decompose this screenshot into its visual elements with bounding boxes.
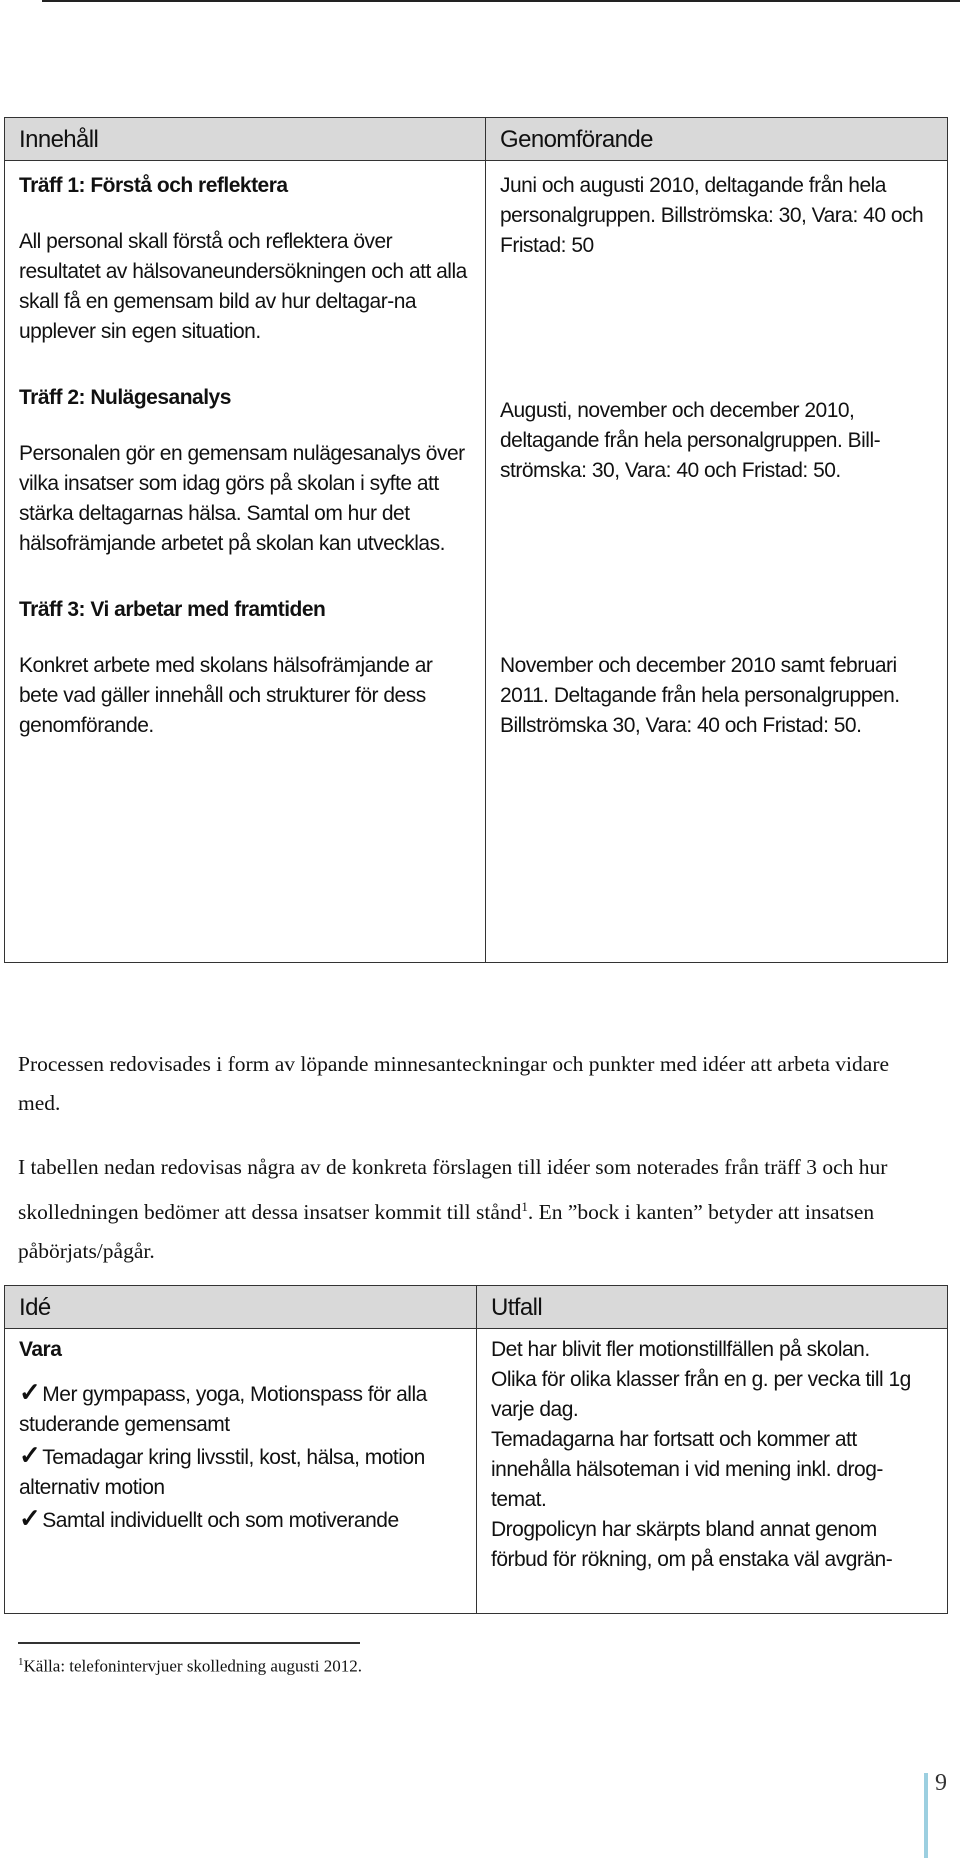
idea-item [19, 1377, 462, 1440]
meeting-1-title: Träff 1: Förstå och reflektera [19, 174, 288, 197]
page-number-accent-bar [924, 1773, 928, 1858]
meeting-3-block [19, 595, 471, 741]
meeting-1-content: All personal skall förstå och reflektera över resultatet av hälsovaneundersökningen och att alla skall få en gemensam bild av hur deltagar-na upplever sin egen situation. [19, 230, 467, 343]
footnote-reference: 1 [521, 1199, 528, 1214]
schedule-table-body-row [5, 161, 948, 963]
table-intro-text-end: . En ”bock i kanten” betyder att insatsen påbörjats/pågår. [18, 1200, 875, 1264]
checkmark-icon: ✓ [19, 1440, 41, 1470]
ideas-table-body-row [5, 1329, 948, 1614]
idea-item [19, 1440, 462, 1503]
meeting-1-implementation: Juni och augusti 2010, deltagande från hela personalgruppen. Billströmska: 30, Vara: 40 och Fristad: 50 [500, 174, 924, 257]
ideas-table [4, 1285, 948, 1614]
meeting-2-block [19, 383, 471, 559]
meeting-3-implementation: November och december 2010 samt februari 2011. Deltagande från hela personalgruppen. Billströmska 30, Vara: 40 och Fristad: 50. [500, 654, 900, 737]
footnote-text: Källa: telefonintervjuer skolledning augusti 2012. [23, 1656, 363, 1676]
footnote-mark: 1 [18, 1656, 24, 1668]
outcome-line: Temadagarna har fortsatt och kommer att innehålla hälsoteman i vid mening inkl. drog-temat. [491, 1428, 883, 1511]
table-intro-text-start: I tabellen nedan redovisas några av de konkreta förslagen till idéer som noterades från träff 3 och hur skolledningen bedömer att dessa insatser kommit till stånd [18, 1155, 888, 1225]
idea-item-text: Samtal individuellt och som motiverande [42, 1509, 399, 1532]
meeting-2-content: Personalen gör en gemensam nulägesanalys över vilka insatser som idag görs på skolan i syfte att stärka deltagarnas hälsa. Samtal om hur det hälsofrämjande arbetet på skolan kan utvecklas. [19, 442, 465, 555]
footnote [18, 1656, 362, 1677]
content-column-header: Innehåll [5, 118, 486, 161]
ideas-table-header-row [5, 1286, 948, 1329]
idea-item-text: Temadagar kring livsstil, kost, hälsa, motion alternativ motion [19, 1446, 425, 1499]
meeting-3-content: Konkret arbete med skolans hälsofrämjande ar bete vad gäller innehåll och strukturer för dess genomförande. [19, 654, 433, 737]
process-paragraph: Processen redovisades i form av löpande minnesanteckningar och punkter med idéer att arbeta vidare med. [18, 1052, 890, 1115]
outcome-column-header: Utfall [477, 1286, 948, 1329]
idea-item [19, 1503, 462, 1536]
idea-item-text: Mer gympapass, yoga, Motionspass för alla studerande gemensamt [19, 1383, 427, 1436]
outcome-line: Drogpolicyn har skärpts bland annat genom förbud för rökning, om på enstaka väl avgrän- [491, 1518, 893, 1571]
meeting-2-title: Träff 2: Nulägesanalys [19, 386, 231, 409]
implementation-column-header: Genomförande [486, 118, 948, 161]
meeting-1-block [19, 171, 471, 347]
implementation-cell [486, 161, 948, 963]
top-rule [42, 0, 960, 2]
schedule-table [4, 117, 948, 963]
ideas-cell [5, 1329, 477, 1614]
page-number: 9 [935, 1770, 947, 1796]
outcomes-cell [477, 1329, 948, 1614]
checkmark-icon: ✓ [19, 1377, 41, 1407]
meeting-2-implementation: Augusti, november och december 2010, deltagande från hela personalgruppen. Bill-strömska: 30, Vara: 40 och Fristad: 50. [500, 399, 881, 482]
schedule-table-header-row [5, 118, 948, 161]
checkmark-icon: ✓ [19, 1503, 41, 1533]
section-title-vara: Vara [19, 1338, 62, 1361]
outcome-line: Olika för olika klasser från en g. per vecka till 1g varje dag. [491, 1368, 911, 1421]
content-cell [5, 161, 486, 963]
meeting-3-title: Träff 3: Vi arbetar med framtiden [19, 598, 326, 621]
outcome-line: Det har blivit fler motionstillfällen på skolan. [491, 1338, 870, 1361]
idea-column-header: Idé [5, 1286, 477, 1329]
table-intro-paragraph [18, 1148, 928, 1271]
footnote-separator [18, 1642, 360, 1644]
